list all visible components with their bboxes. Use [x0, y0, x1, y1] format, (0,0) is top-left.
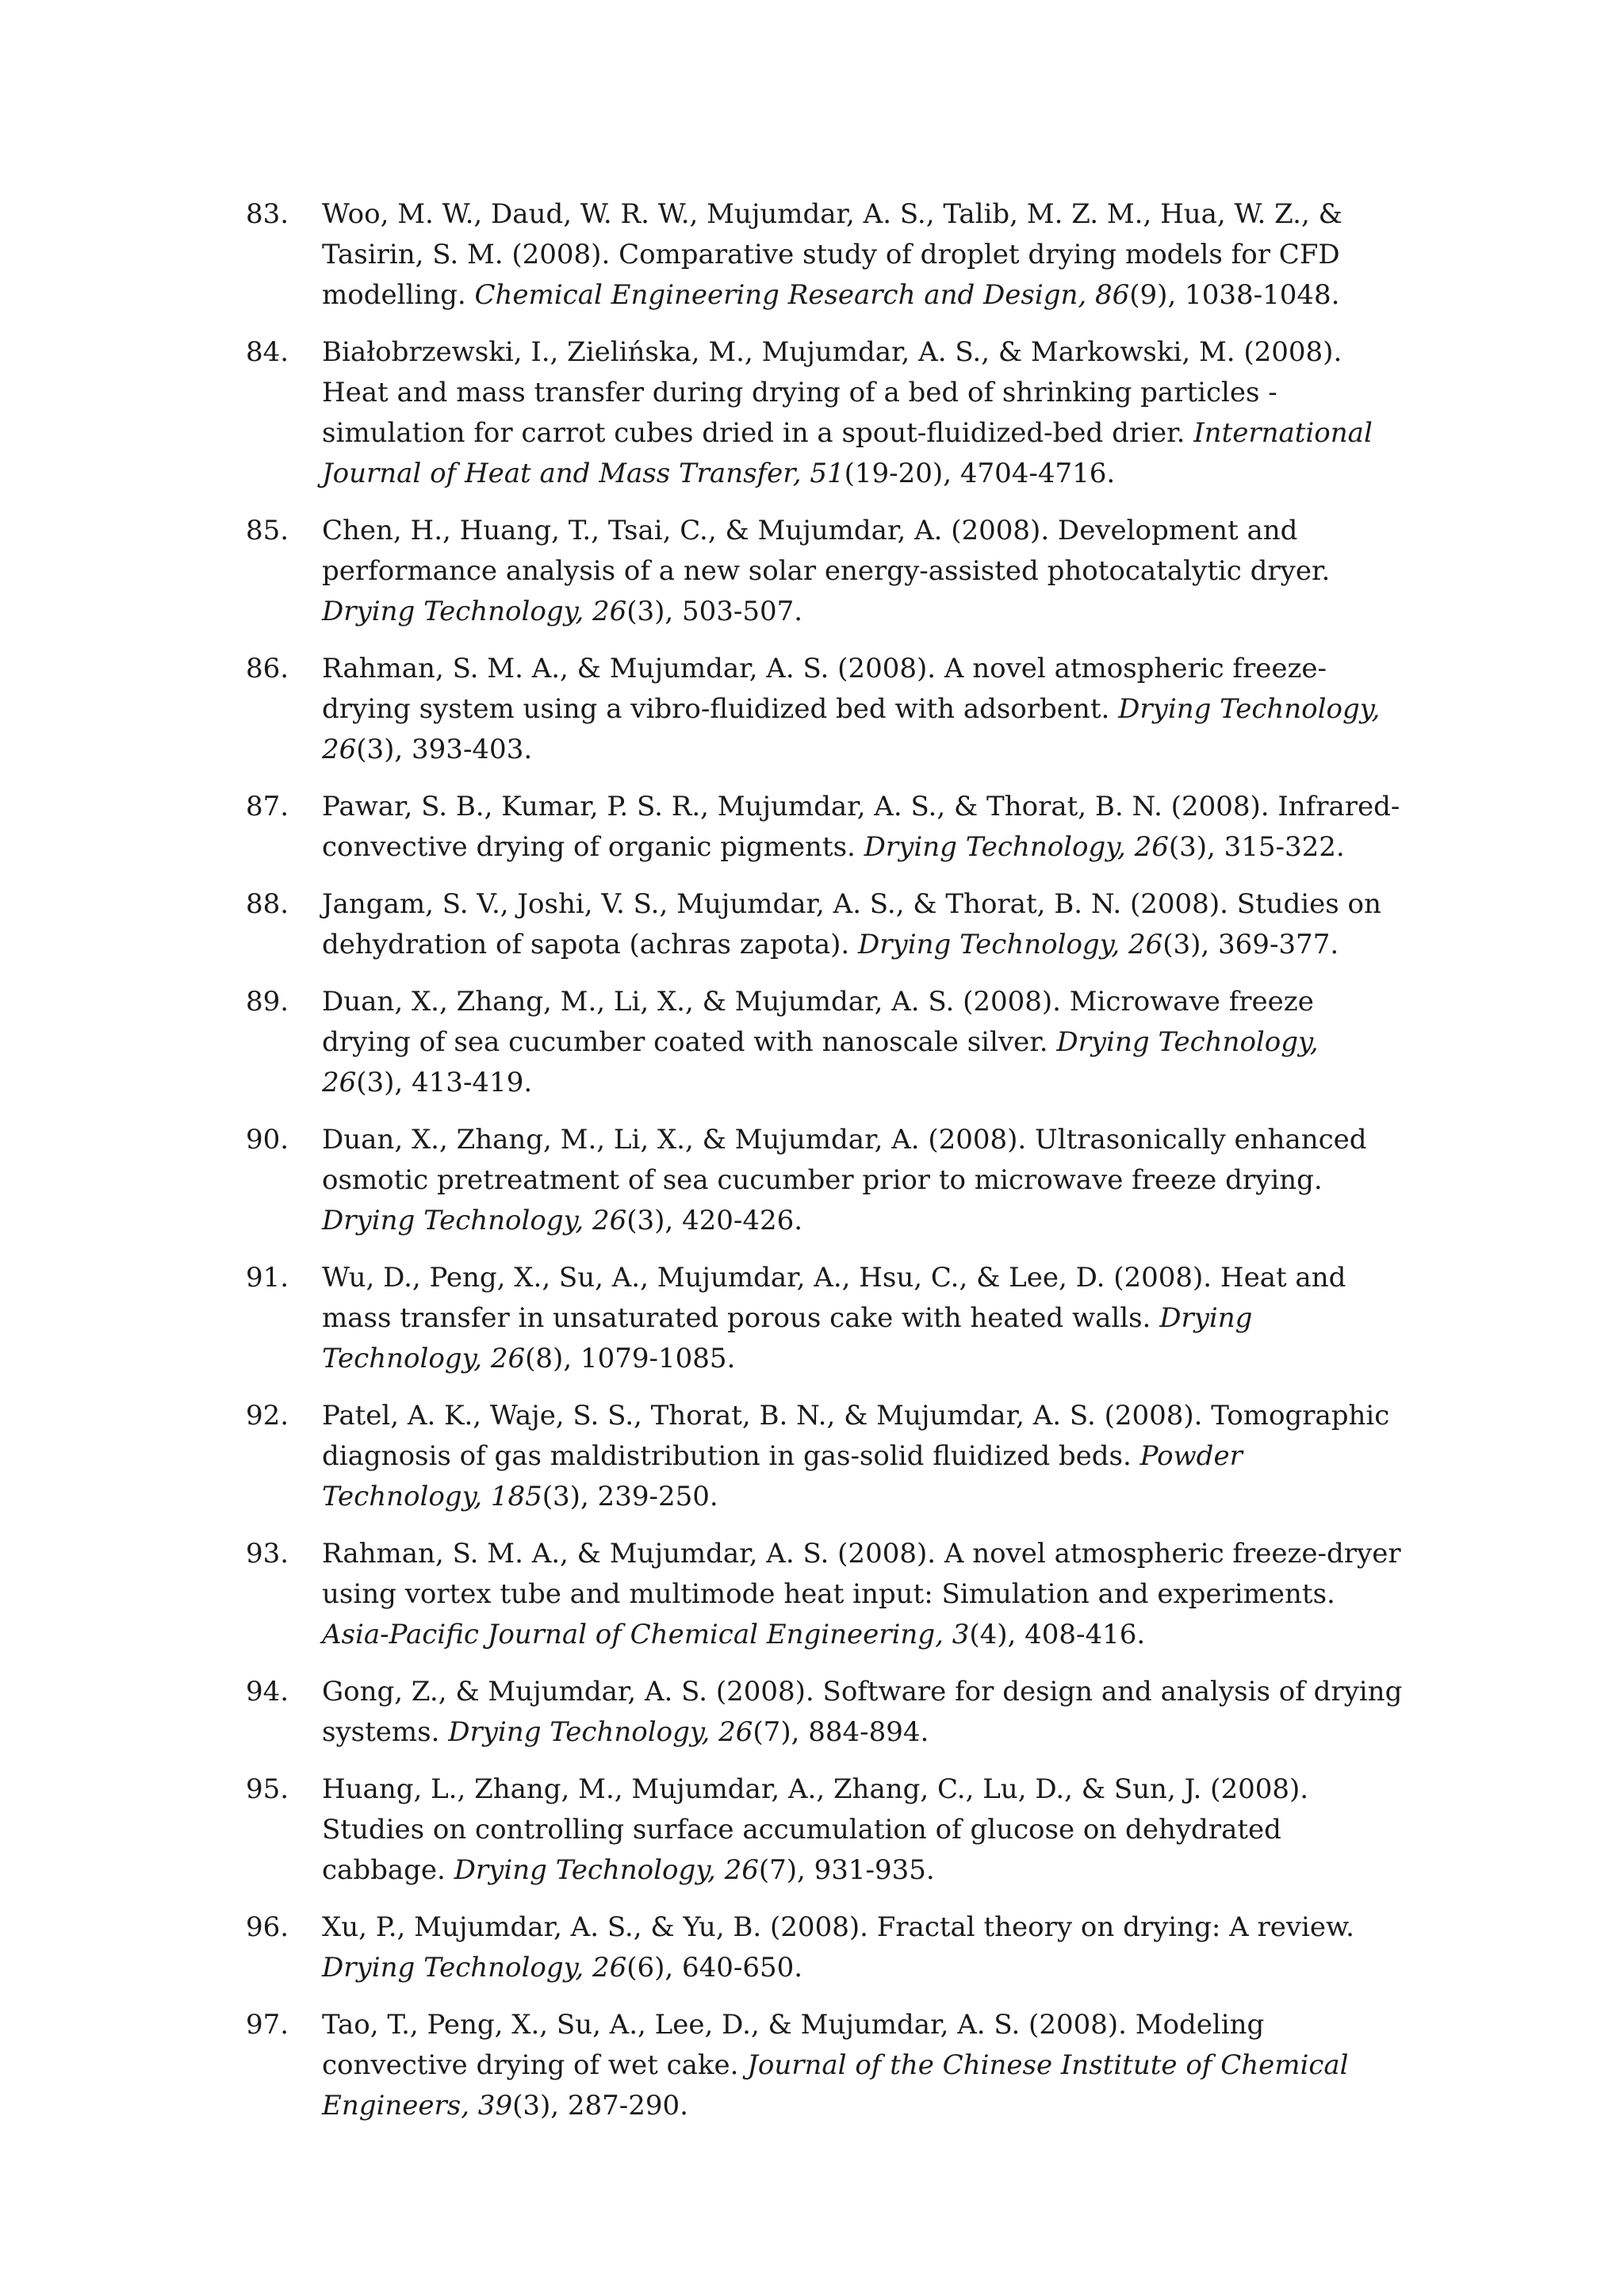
reference-text: [322, 511, 1404, 632]
reference-number: 97.: [246, 2009, 289, 2041]
reference-item: [246, 1396, 1404, 1517]
reference-number: 93.: [246, 1538, 289, 1570]
reference-text: [322, 194, 1404, 316]
reference-number: 91.: [246, 1262, 289, 1294]
reference-number: 87.: [246, 791, 289, 822]
reference-citation: Białobrzewski, I., Zielińska, M., Mujumdar, A. S., & Markowski, M. (2008). Heat and mass transfer during drying of a bed of shrinking particles - simulation for carrot cubes dried in a spout-fluidized-bed drier.: [322, 336, 1342, 449]
reference-item: [246, 1672, 1404, 1753]
reference-text: [322, 884, 1404, 965]
reference-list: [246, 194, 1404, 2143]
reference-issue-pages: (3), 287-290.: [512, 2090, 688, 2122]
reference-item: [246, 511, 1404, 632]
reference-issue-pages: (9), 1038-1048.: [1129, 279, 1340, 311]
reference-number: 92.: [246, 1400, 289, 1432]
reference-citation: Xu, P., Mujumdar, A. S., & Yu, B. (2008). Fractal theory on drying: A review.: [322, 1911, 1354, 1943]
reference-item: [246, 1534, 1404, 1655]
reference-text: [322, 982, 1404, 1103]
reference-citation: Chen, H., Huang, T., Tsai, C., & Mujumdar, A. (2008). Development and performance analysis of a new solar energy-assisted photocatalytic dryer.: [322, 515, 1331, 587]
reference-journal: Journal of the Chinese Institute of Chemical Engineers, 39: [322, 2049, 1349, 2122]
reference-text: [322, 649, 1404, 770]
reference-item: [246, 1907, 1404, 1988]
reference-citation: Woo, M. W., Daud, W. R. W., Mujumdar, A. S., Talib, M. Z. M., Hua, W. Z., & Tasirin, S. M. (2008). Comparative study of droplet drying models for CFD modelling.: [322, 198, 1342, 311]
reference-item: [246, 884, 1404, 965]
reference-number: 85.: [246, 515, 289, 546]
reference-item: [246, 982, 1404, 1103]
reference-item: [246, 1258, 1404, 1379]
reference-item: [246, 649, 1404, 770]
reference-text: [322, 332, 1404, 494]
reference-citation: Patel, A. K., Waje, S. S., Thorat, B. N., & Mujumdar, A. S. (2008). Tomographic diagnosis of gas maldistribution in gas-solid fluidized beds.: [322, 1400, 1390, 1472]
reference-issue-pages: (6), 640-650.: [626, 1952, 803, 1984]
reference-citation: Tao, T., Peng, X., Su, A., Lee, D., & Mujumdar, A. S. (2008). Modeling convective drying of wet cake.: [322, 2009, 1265, 2081]
reference-issue-pages: (3), 503-507.: [626, 596, 803, 627]
reference-item: [246, 787, 1404, 868]
reference-text: [322, 1120, 1404, 1241]
reference-issue-pages: (3), 239-250.: [542, 1481, 718, 1512]
reference-journal: Drying Technology, 26: [322, 596, 627, 627]
reference-number: 83.: [246, 198, 289, 230]
reference-number: 90.: [246, 1124, 289, 1156]
reference-item: [246, 1120, 1404, 1241]
reference-citation: Wu, D., Peng, X., Su, A., Mujumdar, A., Hsu, C., & Lee, D. (2008). Heat and mass transfer in unsaturated porous cake with heated walls.: [322, 1262, 1346, 1334]
reference-text: [322, 1907, 1404, 1988]
reference-text: [322, 1396, 1404, 1517]
reference-issue-pages: (3), 393-403.: [356, 734, 533, 765]
reference-text: [322, 1769, 1404, 1891]
reference-journal: Drying Technology, 26: [322, 1302, 1253, 1374]
reference-journal: International Journal of Heat and Mass Transfer, 51: [322, 417, 1373, 489]
reference-journal: Drying Technology, 26: [858, 929, 1163, 960]
reference-issue-pages: (4), 408-416.: [969, 1619, 1146, 1650]
reference-number: 86.: [246, 653, 289, 684]
reference-citation: Gong, Z., & Mujumdar, A. S. (2008). Software for design and analysis of drying systems.: [322, 1676, 1403, 1748]
reference-journal: Drying Technology, 26: [322, 1952, 627, 1984]
reference-number: 89.: [246, 986, 289, 1018]
reference-number: 84.: [246, 336, 289, 368]
reference-number: 95.: [246, 1773, 289, 1805]
reference-journal: Drying Technology, 26: [322, 693, 1381, 765]
reference-issue-pages: (3), 420-426.: [626, 1205, 803, 1236]
reference-journal: Drying Technology, 26: [322, 1026, 1319, 1098]
reference-issue-pages: (8), 1079-1085.: [525, 1343, 736, 1374]
reference-issue-pages: (3), 369-377.: [1162, 929, 1339, 960]
reference-issue-pages: (19-20), 4704-4716.: [844, 458, 1116, 489]
reference-citation: Rahman, S. M. A., & Mujumdar, A. S. (2008). A novel atmospheric freeze-dryer using vortex tube and multimode heat input: Simulation and experiments.: [322, 1538, 1401, 1610]
reference-item: [246, 194, 1404, 316]
reference-number: 96.: [246, 1911, 289, 1943]
reference-issue-pages: (3), 413-419.: [356, 1067, 533, 1098]
reference-item: [246, 332, 1404, 494]
reference-citation: Duan, X., Zhang, M., Li, X., & Mujumdar, A. (2008). Ultrasonically enhanced osmotic pretreatment of sea cucumber prior to microwave freeze drying.: [322, 1124, 1367, 1196]
reference-number: 94.: [246, 1676, 289, 1708]
reference-citation: Huang, L., Zhang, M., Mujumdar, A., Zhang, C., Lu, D., & Sun, J. (2008). Studies on controlling surface accumulation of glucose on dehydrated cabbage.: [322, 1773, 1309, 1886]
reference-journal: Powder Technology, 185: [322, 1440, 1243, 1512]
reference-text: [322, 1534, 1404, 1655]
reference-journal: Asia-Pacific Journal of Chemical Engineering, 3: [322, 1619, 970, 1650]
reference-issue-pages: (7), 884-894.: [753, 1716, 929, 1748]
reference-issue-pages: (7), 931-935.: [758, 1854, 935, 1886]
reference-journal: Chemical Engineering Research and Design, 86: [474, 279, 1130, 311]
reference-number: 88.: [246, 888, 289, 920]
reference-journal: Drying Technology, 26: [454, 1854, 759, 1886]
reference-item: [246, 2005, 1404, 2126]
reference-journal: Drying Technology, 26: [322, 1205, 627, 1236]
reference-issue-pages: (3), 315-322.: [1168, 831, 1345, 863]
reference-journal: Drying Technology, 26: [864, 831, 1169, 863]
reference-text: [322, 1672, 1404, 1753]
reference-item: [246, 1769, 1404, 1891]
reference-text: [322, 1258, 1404, 1379]
reference-journal: Drying Technology, 26: [448, 1716, 753, 1748]
reference-citation: Pawar, S. B., Kumar, P. S. R., Mujumdar, A. S., & Thorat, B. N. (2008). Infrared-convective drying of organic pigments.: [322, 791, 1400, 863]
reference-citation: Duan, X., Zhang, M., Li, X., & Mujumdar, A. S. (2008). Microwave freeze drying of sea cucumber coated with nanoscale silver.: [322, 986, 1314, 1058]
reference-text: [322, 787, 1404, 868]
reference-text: [322, 2005, 1404, 2126]
reference-citation: Rahman, S. M. A., & Mujumdar, A. S. (2008). A novel atmospheric freeze-drying system using a vibro-fluidized bed with adsorbent.: [322, 653, 1327, 725]
reference-citation: Jangam, S. V., Joshi, V. S., Mujumdar, A. S., & Thorat, B. N. (2008). Studies on dehydration of sapota (achras zapota).: [322, 888, 1381, 960]
